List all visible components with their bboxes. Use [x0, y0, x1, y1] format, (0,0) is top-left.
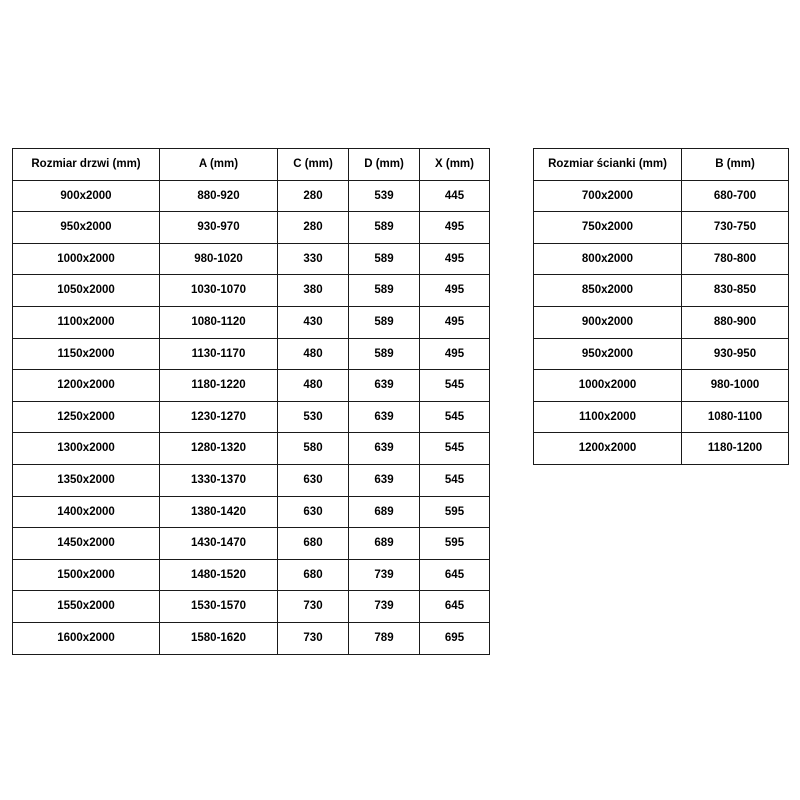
doors-table-header	[13, 149, 490, 181]
column-header-d: D (mm)	[349, 149, 420, 181]
cell-b: 830-850	[682, 275, 789, 307]
cell-door-size: 1200x2000	[13, 370, 160, 402]
cell-a: 1130-1170	[160, 338, 278, 370]
cell-b: 980-1000	[682, 370, 789, 402]
table-row	[13, 180, 490, 212]
cell-d: 639	[349, 464, 420, 496]
table-row	[534, 180, 789, 212]
table-row	[13, 622, 490, 654]
cell-x: 595	[420, 528, 490, 560]
cell-door-size: 1050x2000	[13, 275, 160, 307]
cell-x: 645	[420, 559, 490, 591]
table-row	[13, 401, 490, 433]
cell-d: 739	[349, 591, 420, 623]
cell-d: 789	[349, 622, 420, 654]
cell-c: 330	[278, 243, 349, 275]
cell-c: 280	[278, 180, 349, 212]
cell-door-size: 1300x2000	[13, 433, 160, 465]
table-header-row	[13, 149, 490, 181]
cell-door-size: 1100x2000	[13, 306, 160, 338]
cell-wall-size: 800x2000	[534, 243, 682, 275]
cell-x: 495	[420, 212, 490, 244]
column-header-a: A (mm)	[160, 149, 278, 181]
column-header-door-size: Rozmiar drzwi (mm)	[13, 149, 160, 181]
table-row	[13, 559, 490, 591]
cell-door-size: 950x2000	[13, 212, 160, 244]
table-row	[534, 212, 789, 244]
column-header-wall-size: Rozmiar ścianki (mm)	[534, 149, 682, 181]
table-row	[534, 338, 789, 370]
cell-wall-size: 850x2000	[534, 275, 682, 307]
cell-c: 380	[278, 275, 349, 307]
cell-a: 980-1020	[160, 243, 278, 275]
cell-door-size: 1000x2000	[13, 243, 160, 275]
cell-a: 1330-1370	[160, 464, 278, 496]
table-row	[13, 591, 490, 623]
cell-wall-size: 700x2000	[534, 180, 682, 212]
cell-door-size: 1350x2000	[13, 464, 160, 496]
cell-c: 680	[278, 559, 349, 591]
cell-d: 589	[349, 212, 420, 244]
cell-a: 930-970	[160, 212, 278, 244]
cell-c: 480	[278, 338, 349, 370]
table-row	[13, 433, 490, 465]
cell-x: 545	[420, 464, 490, 496]
cell-c: 680	[278, 528, 349, 560]
cell-x: 495	[420, 306, 490, 338]
cell-door-size: 1250x2000	[13, 401, 160, 433]
walls-size-table-container	[533, 148, 789, 465]
cell-b: 1080-1100	[682, 401, 789, 433]
cell-door-size: 1500x2000	[13, 559, 160, 591]
table-header-row	[534, 149, 789, 181]
cell-d: 589	[349, 338, 420, 370]
cell-wall-size: 1100x2000	[534, 401, 682, 433]
cell-wall-size: 750x2000	[534, 212, 682, 244]
cell-a: 1280-1320	[160, 433, 278, 465]
cell-d: 689	[349, 496, 420, 528]
cell-x: 595	[420, 496, 490, 528]
table-row	[13, 496, 490, 528]
doors-size-table-container	[12, 148, 490, 655]
cell-b: 930-950	[682, 338, 789, 370]
cell-a: 1080-1120	[160, 306, 278, 338]
cell-door-size: 1150x2000	[13, 338, 160, 370]
cell-d: 639	[349, 433, 420, 465]
cell-x: 545	[420, 433, 490, 465]
cell-d: 739	[349, 559, 420, 591]
cell-wall-size: 1200x2000	[534, 433, 682, 465]
cell-b: 680-700	[682, 180, 789, 212]
cell-d: 639	[349, 370, 420, 402]
cell-a: 1180-1220	[160, 370, 278, 402]
cell-a: 880-920	[160, 180, 278, 212]
cell-x: 545	[420, 401, 490, 433]
walls-table-header	[534, 149, 789, 181]
cell-a: 1580-1620	[160, 622, 278, 654]
doors-size-table	[12, 148, 490, 655]
table-row	[13, 243, 490, 275]
cell-c: 280	[278, 212, 349, 244]
cell-c: 530	[278, 401, 349, 433]
cell-d: 589	[349, 243, 420, 275]
cell-a: 1380-1420	[160, 496, 278, 528]
cell-c: 430	[278, 306, 349, 338]
cell-wall-size: 950x2000	[534, 338, 682, 370]
cell-wall-size: 1000x2000	[534, 370, 682, 402]
table-row	[13, 275, 490, 307]
cell-x: 545	[420, 370, 490, 402]
cell-d: 689	[349, 528, 420, 560]
cell-door-size: 900x2000	[13, 180, 160, 212]
cell-wall-size: 900x2000	[534, 306, 682, 338]
cell-a: 1530-1570	[160, 591, 278, 623]
table-row	[534, 433, 789, 465]
walls-size-table	[533, 148, 789, 465]
table-row	[534, 370, 789, 402]
column-header-b: B (mm)	[682, 149, 789, 181]
cell-c: 480	[278, 370, 349, 402]
cell-door-size: 1550x2000	[13, 591, 160, 623]
table-row	[13, 212, 490, 244]
cell-door-size: 1450x2000	[13, 528, 160, 560]
column-header-c: C (mm)	[278, 149, 349, 181]
doors-table-body	[13, 180, 490, 654]
cell-a: 1230-1270	[160, 401, 278, 433]
cell-d: 589	[349, 306, 420, 338]
table-row	[534, 243, 789, 275]
cell-d: 539	[349, 180, 420, 212]
cell-c: 580	[278, 433, 349, 465]
cell-x: 695	[420, 622, 490, 654]
cell-b: 1180-1200	[682, 433, 789, 465]
table-row	[534, 401, 789, 433]
cell-c: 730	[278, 591, 349, 623]
cell-x: 495	[420, 338, 490, 370]
cell-a: 1480-1520	[160, 559, 278, 591]
table-row	[13, 338, 490, 370]
cell-x: 495	[420, 275, 490, 307]
cell-door-size: 1400x2000	[13, 496, 160, 528]
column-header-x: X (mm)	[420, 149, 490, 181]
cell-b: 880-900	[682, 306, 789, 338]
table-row	[13, 464, 490, 496]
cell-c: 630	[278, 496, 349, 528]
cell-c: 630	[278, 464, 349, 496]
walls-table-body	[534, 180, 789, 464]
cell-x: 645	[420, 591, 490, 623]
table-row	[13, 370, 490, 402]
cell-b: 780-800	[682, 243, 789, 275]
cell-d: 589	[349, 275, 420, 307]
cell-x: 495	[420, 243, 490, 275]
table-row	[534, 306, 789, 338]
cell-door-size: 1600x2000	[13, 622, 160, 654]
cell-a: 1030-1070	[160, 275, 278, 307]
cell-x: 445	[420, 180, 490, 212]
cell-a: 1430-1470	[160, 528, 278, 560]
cell-b: 730-750	[682, 212, 789, 244]
table-row	[13, 528, 490, 560]
table-row	[13, 306, 490, 338]
cell-d: 639	[349, 401, 420, 433]
cell-c: 730	[278, 622, 349, 654]
table-row	[534, 275, 789, 307]
